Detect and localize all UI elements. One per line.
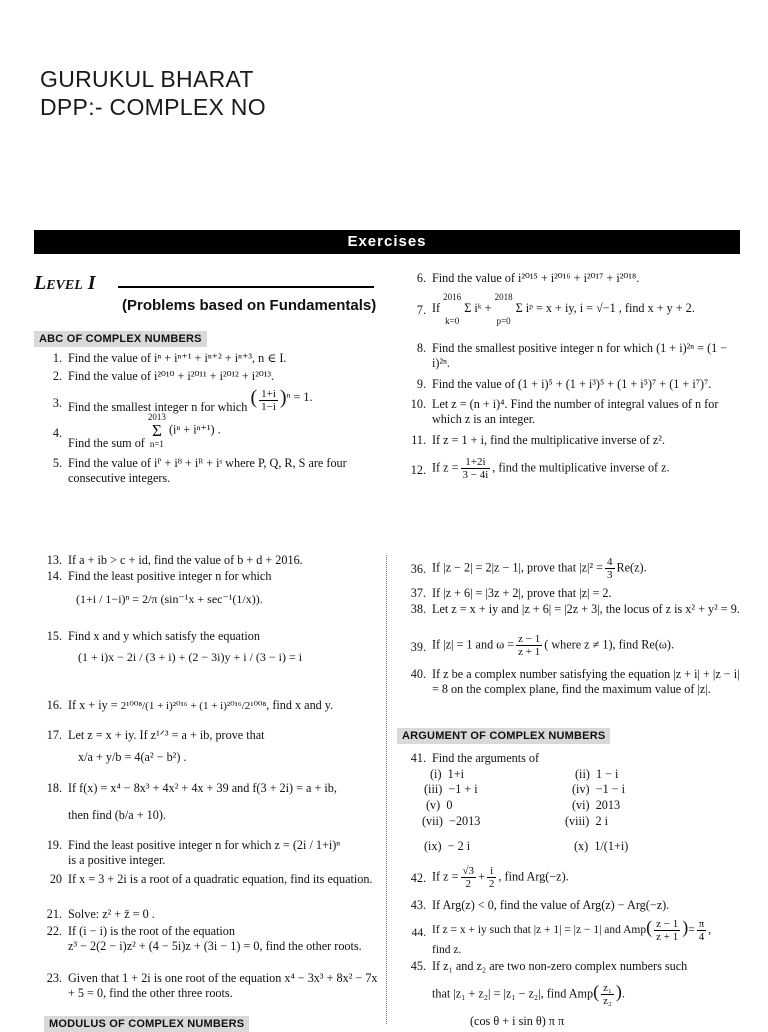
arg-item-v: (v) 0 xyxy=(426,798,453,812)
question-16: 16. If x + iy = 2¹⁰⁰⁸/(1 + i)²⁰¹⁶ + (1 + i)²⁰¹⁶/2¹⁰⁰⁸, find x and y. xyxy=(46,698,334,712)
question-39: 39. If |z| = 1 and ω = $\frac{z - 1}{z + 1}$ ( where z ≠ 1), find Re(ω). xyxy=(410,633,675,658)
level-rule xyxy=(118,286,374,288)
question-9: 9. Find the value of (1 + i)⁵ + (1 + i³)⁵ + (1 + i⁵)⁷ + (1 + i⁷)⁷. xyxy=(416,377,712,391)
question-10: 10. Let z = (n + i)⁴. Find the number of integral values of n for which z is an integer. xyxy=(410,397,719,426)
question-36: 36. If |z − 2| = 2|z − 1|, prove that |z|² = $\frac{4}{3}$ Re(z). xyxy=(410,556,647,581)
question-21: 21. Solve: z² + z̄ = 0 . xyxy=(46,907,155,921)
question-17-expr: x/a + y/b = 4(a² − b²) . xyxy=(78,750,187,764)
question-43: 43. If Arg(z) < 0, find the value of Arg(z) − Arg(−z). xyxy=(410,898,670,912)
question-40: 40. If z be a complex number satisfying the equation |z + i| + |z − i| = 8 on the complex plane, find the maximum value of |z|. xyxy=(410,667,740,696)
question-18: 18. If f(x) = x⁴ − 8x³ + 4x² + 4x + 39 and f(3 + 2i) = a + ib, then find (b/a + 10). xyxy=(46,781,337,822)
question-15: 15. Find x and y which satisfy the equation (1 + i)x − 2i / (3 + i) + (2 − 3i)y + i / (3 − i) = i xyxy=(68,629,378,665)
question-20: 20 If x = 3 + 2i is a root of a quadratic equation, find its equation. xyxy=(49,872,373,886)
arg-item-x: (x) 1/(1+i) xyxy=(574,839,629,853)
question-15-expr: (1 + i)x − 2i / (3 + i) + (2 − 3i)y + i / (3 − i) = i xyxy=(78,650,303,664)
question-38: 38. Let z = x + iy and |z + 6| = |2z + 3|, the locus of z is x² + y² = 9. xyxy=(410,602,740,616)
question-23: 23. Given that 1 + 2i is one root of the equation x⁴ − 3x³ + 8x² − 7x + 5 = 0, find the other three roots. xyxy=(46,971,378,1000)
header-line-2: DPP:- COMPLEX NO xyxy=(40,94,266,120)
question-44: 44. If z = x + iy such that |z + 1| = |z − 1| and Amp( $\frac{z - 1}{z + 1}$ )= $\frac{\pi}{4}$ , find z. xyxy=(411,917,712,956)
arg-item-iii: (iii) −1 + i xyxy=(424,782,478,796)
question-41: 41. Find the arguments of xyxy=(410,751,540,765)
level-title: Level I xyxy=(34,272,96,294)
question-6: 6. Find the value of i²⁰¹⁵ + i²⁰¹⁶ + i²⁰¹⁷ + i²⁰¹⁸. xyxy=(416,271,640,285)
arg-item-vi: (vi) 2013 xyxy=(572,798,621,812)
arg-item-viii: (viii) 2 i xyxy=(565,814,608,828)
question-14-expr: (1+i / 1−i)ⁿ = 2/π (sin⁻¹x + sec⁻¹(1/x)). xyxy=(76,592,263,606)
question-37: 37. If |z + 6| = |3z + 2|, prove that |z| = 2. xyxy=(410,586,612,600)
question-5: 5. Find the value of iᴾ + iᴽ + iᴿ + iˢ where P, Q, R, S are four consecutive integers. xyxy=(52,456,347,485)
level-subtitle: (Problems based on Fundamentals) xyxy=(122,297,377,314)
question-46-partial: (cos θ + i sin θ) π π xyxy=(470,1014,565,1028)
header-line-1: GURUKUL BHARAT xyxy=(40,66,254,92)
arg-item-vii: (vii) −2013 xyxy=(422,814,481,828)
section-argument: ARGUMENT OF COMPLEX NUMBERS xyxy=(397,728,610,744)
question-8: 8. Find the smallest positive integer n for which (1 + i)²ⁿ = (1 − i)²ⁿ. xyxy=(416,341,728,370)
arg-item-ii: (ii) 1 − i xyxy=(575,767,619,781)
column-divider xyxy=(386,555,387,1024)
question-13: 13. If a + ib > c + id, find the value of b + d + 2016. xyxy=(46,553,303,567)
question-11: 11. If z = 1 + i, find the multiplicative inverse of z². xyxy=(411,433,665,447)
question-42: 42. If z = $\frac{√3}{2}$ + $\frac{i}{2}$ , find Arg(−z). xyxy=(410,865,569,890)
exercises-banner: Exercises xyxy=(34,230,740,254)
section-abc: ABC OF COMPLEX NUMBERS xyxy=(34,331,207,347)
question-1: 1. Find the value of iⁿ + iⁿ⁺¹ + iⁿ⁺² + iⁿ⁺³, n ∈ I. xyxy=(52,351,287,365)
question-12: 12. If z = $\frac{1+2i}{3 - 4i}$ , find the multiplicative inverse of z. xyxy=(410,456,670,481)
question-2: 2. Find the value of i²⁰¹⁰ + i²⁰¹¹ + i²⁰¹² + i²⁰¹³. xyxy=(52,369,275,383)
question-7: 7. If 2016 k=0 Σ iᵏ + 2018 p=0 Σ iᵖ = x + iy, i = √−1 , find x + y + 2. xyxy=(416,292,695,326)
arg-item-i: (i) 1+i xyxy=(430,767,464,781)
question-4: 4. Find the sum of 2013 Σ n=1 (iⁿ + iⁿ⁺¹) . xyxy=(52,412,221,451)
section-modulus: MODULUS OF COMPLEX NUMBERS xyxy=(44,1016,249,1032)
question-17: 17. Let z = x + iy. If z¹ᐟ³ = a + ib, prove that x/a + y/b = 4(a² − b²) . xyxy=(68,728,378,765)
question-45: 45. If z₁ and z₂ are two non-zero complex numbers such that |z₁ + z₂| = |z₁ − z₂|, find Amp( $\frac{\text{z₁}}{\text{z₂}}$ ). xyxy=(410,959,688,1007)
question-19: 19. Find the least positive integer n for which z = (2i / 1+i)ⁿ is a positive integer. xyxy=(46,838,341,867)
question-14: 14. Find the least positive integer n for which (1+i / 1−i)ⁿ = 2/π (sin⁻¹x + sec⁻¹(1/x)). xyxy=(68,569,378,607)
question-22: 22. If (i − i) is the root of the equation z³ − 2(2 − i)z² + (4 − 5i)z + (3i − 1) = 0, find the other roots. xyxy=(46,924,362,953)
question-3: 3. Find the smallest integer n for which ( $\frac{1+i}{1-i}$ )ⁿ = 1. xyxy=(52,386,313,415)
arg-item-iv: (iv) −1 − i xyxy=(572,782,626,796)
arg-item-ix: (ix) − 2 i xyxy=(424,839,471,853)
